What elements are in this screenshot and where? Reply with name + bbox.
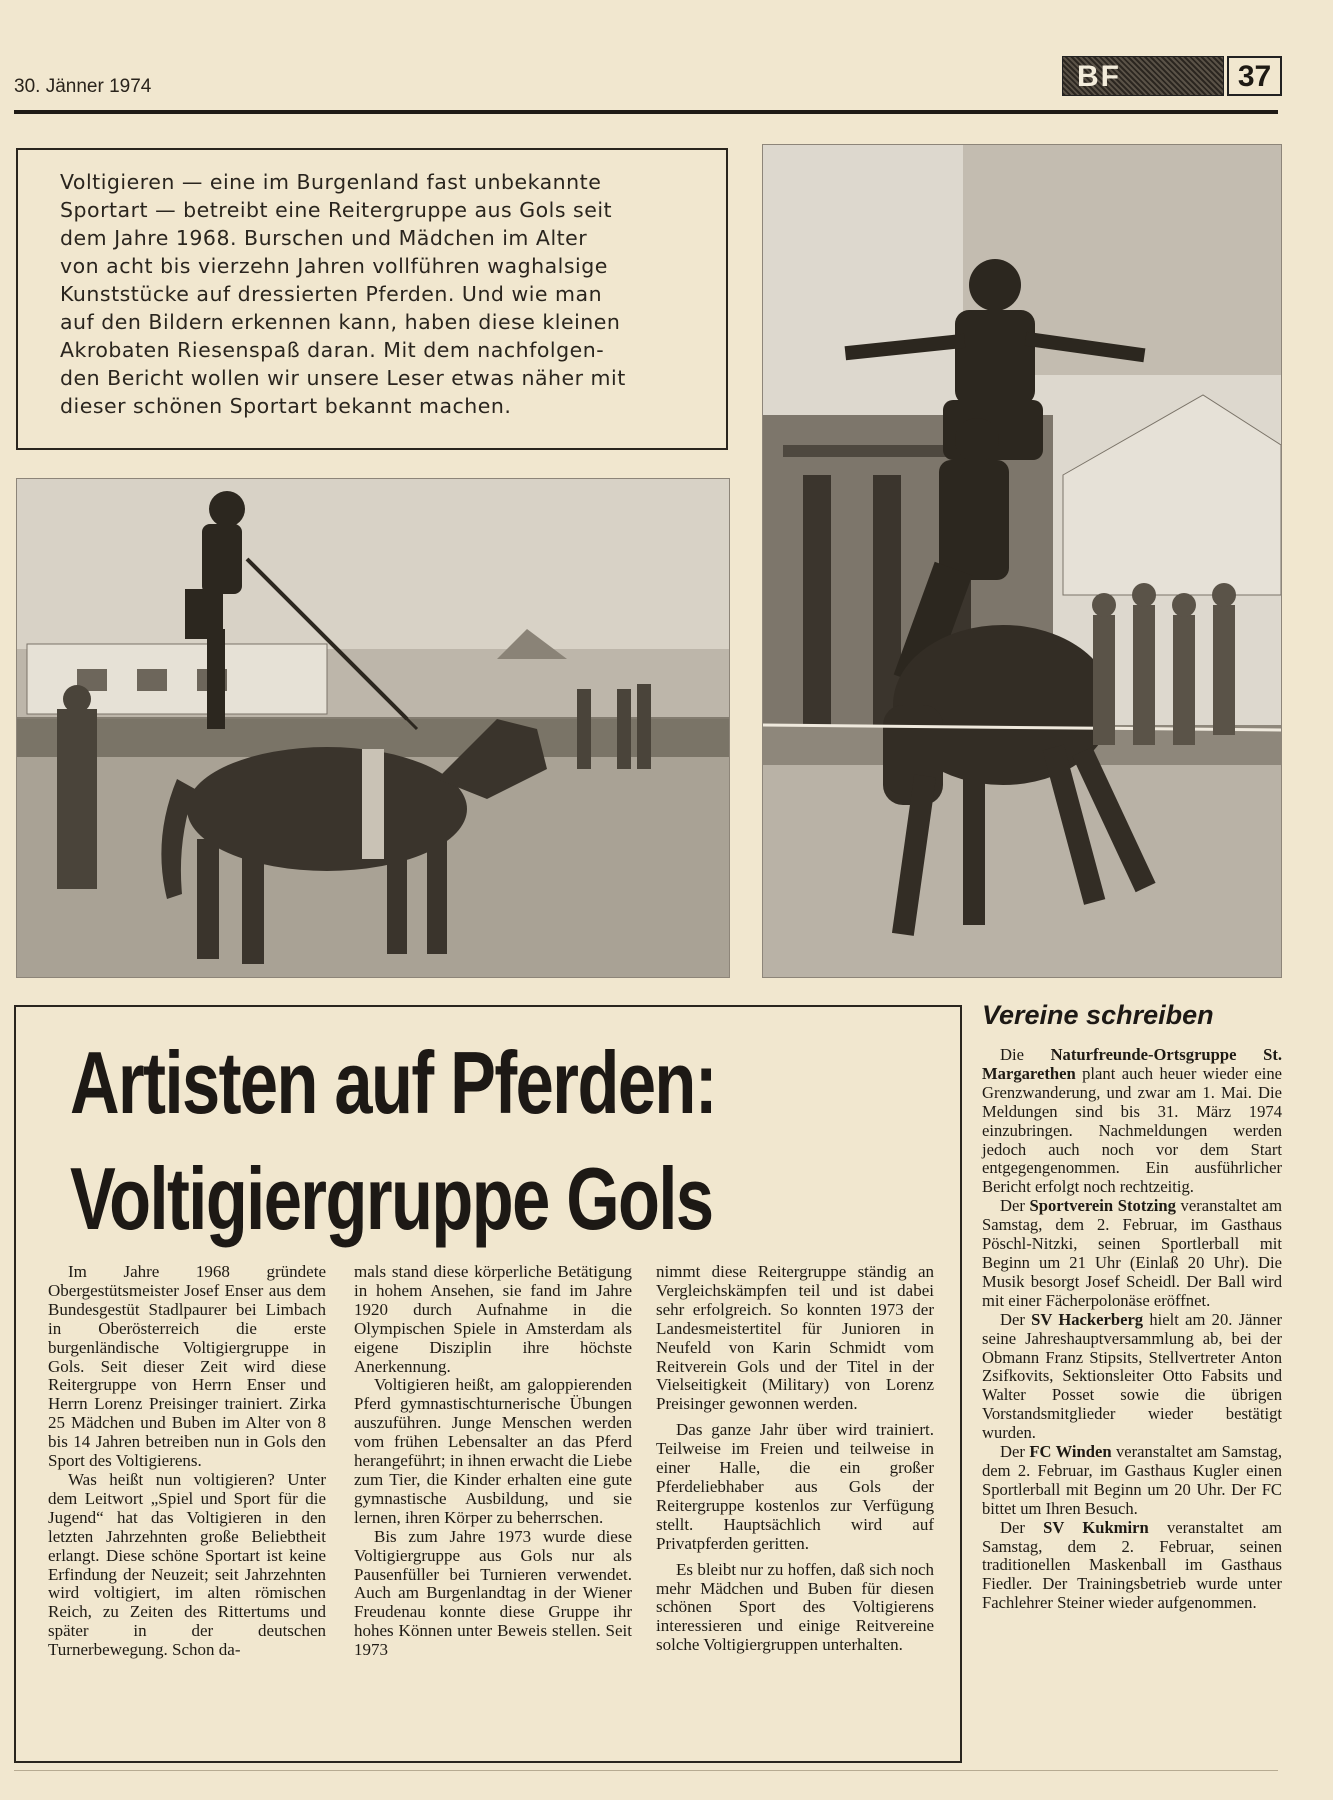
masthead xyxy=(1062,56,1282,98)
intro-text xyxy=(60,168,686,420)
intro-line: Voltigieren — eine im Burgenland fast unbekannte xyxy=(60,170,602,194)
article-paragraph: mals stand diese körperliche Betätigung in hohem Ansehen, sie fand im Jahre 1920 durch Aufnahme in die Olympischen Spiele in Amsterdam als eigene Disziplin ihre höchste Anerkennung. xyxy=(354,1262,632,1376)
article-headline xyxy=(70,1025,756,1257)
intro-line: auf den Bildern erkennen kann, haben diese kleinen xyxy=(60,310,621,334)
club-name: SV Kukmirn xyxy=(1043,1517,1149,1537)
intro-line: dieser schönen Sportart bekannt machen. xyxy=(60,394,512,418)
footer-rule xyxy=(14,1770,1278,1771)
photo-vaulters-pyramid xyxy=(762,144,1282,978)
intro-line: den Bericht wollen wir unsere Leser etwas näher mit xyxy=(60,366,626,390)
article-column-2 xyxy=(354,1263,632,1660)
headline-line-2: Voltigiergruppe Gols xyxy=(70,1149,713,1248)
sidebar-item: Die Naturfreunde-Ortsgruppe St. Margarethen plant auch heuer wieder eine Grenzwanderung, und zwar am 1. Mai. Die Meldungen sind bis 31. März 1974 einzubringen. Nachmeldungen werden jedoch auch noch vor dem Start entgegengenommen. Ein ausführlicher Bericht erfolgt noch rechtzeitig. xyxy=(982,1045,1282,1197)
article-paragraph: Was heißt nun voltigieren? Unter dem Leitwort „Spiel und Sport für die Jugend“ hat das Voltigieren in den letzten Jahrzehnten große Beliebtheit erlangt. Diese schöne Sportart ist keine Erfindung der Neuzeit; seit Jahrzehnten wird voltigiert, im alten römischen Reich, zu Zeiten des Rittertums und später in der deutschen Turnerbewegung. Schon da- xyxy=(48,1469,326,1660)
photo-vaulter-standing-art xyxy=(17,479,729,977)
article-column-1 xyxy=(48,1263,326,1660)
intro-box xyxy=(16,148,728,450)
sidebar-title: Vereine schreiben xyxy=(982,1000,1214,1030)
header-rule xyxy=(14,110,1278,114)
sidebar-item: Der SV Hackerberg hielt am 20. Jänner seine Jahreshauptversammlung ab, bei der Obmann Franz Stipsits, Stellvertreter Anton Zsifkovits, Sektionsleiter Otto Fabsits und Walter Posset sowie die übrigen Vorstandsmitglieder wieder bestätigt wurden. xyxy=(982,1309,1282,1443)
intro-line: Akrobaten Riesenspaß daran. Mit dem nachfolgen- xyxy=(60,338,605,362)
headline-line-1: Artisten auf Pferden: xyxy=(70,1033,717,1132)
article-box xyxy=(14,1005,962,1763)
page-number: 37 xyxy=(1227,56,1282,96)
article-paragraph: Im Jahre 1968 gründete Obergestütsmeister Josef Enser aus dem Bundesgestüt Stadlpaurer bei Limbach in Oberösterreich die erste burgenländische Voltigiergruppe in Gols. Seit dieser Zeit wird diese Reitergruppe von Herrn Enser und Herrn Lorenz Preisinger trainiert. Zirka 25 Mädchen und Buben im Alter von 8 bis 14 Jahren betreiben nun in Gols den Sport des Voltigierens. xyxy=(48,1262,326,1471)
photo-vaulter-standing xyxy=(16,478,730,978)
masthead-logo: BF xyxy=(1062,56,1224,96)
club-name: Naturfreunde-Ortsgruppe St. Margarethen xyxy=(982,1045,1282,1083)
article-paragraph: Das ganze Jahr über wird trainiert. Teilweise im Freien und teilweise in einer Halle, die ein großer Pferdeliebhaber aus Gols der Reitergruppe kostenlos zur Verfügung stellt. Hauptsächlich wird auf Privatpferden geritten. xyxy=(656,1420,934,1553)
intro-line: Kunststücke auf dressierten Pferden. Und wie man xyxy=(60,282,603,306)
club-name: Sportverein Stotzing xyxy=(1029,1196,1176,1216)
sidebar-item: Der SV Kukmirn veranstaltet am Samstag, dem 2. Februar, seinen traditionellen Maskenball im Gasthaus Fiedler. Der Trainingsbetrieb wurde unter Fachlehrer Steiner wieder aufgenommen. xyxy=(982,1517,1282,1613)
article-paragraph: Voltigieren heißt, am galoppierenden Pferd gymnastischturnerische Übungen auszuführen. Junge Menschen werden vom frühen Lebensalter an das Pferd herangeführt; in ihnen erwacht die Liebe zum Tier, die Kinder erhalten eine gute gymnastische Ausbildung, und sie lernen, ihren Körper zu beherrschen. xyxy=(354,1375,632,1527)
photo-vaulters-pyramid-art xyxy=(763,145,1281,977)
intro-line: Sportart — betreibt eine Reitergruppe aus Gols seit xyxy=(60,198,613,222)
article-paragraph: Es bleibt nur zu hoffen, daß sich noch mehr Mädchen und Buben für diesen schönen Sport des Voltigierens interessieren und einige Reitvereine solche Voltigiergruppen unterhalten. xyxy=(656,1559,934,1655)
intro-line: von acht bis vierzehn Jahren vollführen waghalsige xyxy=(60,254,608,278)
club-name: SV Hackerberg xyxy=(1031,1309,1144,1329)
sidebar-club-news xyxy=(982,1046,1282,1613)
sidebar-item: Der Sportverein Stotzing veranstaltet am Samstag, dem 2. Februar, im Gasthaus Pöschl-Nitzki, seinen Sportlerball mit Beginn um 21 Uhr (Einlaß 20 Uhr). Die Musik besorgt Josef Scheidl. Der Ball wird mit einer Fächerpolonäse eröffnet. xyxy=(982,1196,1282,1310)
article-column-3 xyxy=(656,1263,934,1655)
intro-line: dem Jahre 1968. Burschen und Mädchen im Alter xyxy=(60,226,588,250)
article-paragraph: nimmt diese Reitergruppe ständig an Vergleichskämpfen teil und ist dabei sehr erfolgreich. So konnten 1973 der Landesmeistertitel für Junioren in Neufeld von Karin Schmidt vom Reitverein Gols und der Titel in der Vielseitigkeit (Military) von Lorenz Preisinger gewonnen werden. xyxy=(656,1262,934,1414)
club-name: FC Winden xyxy=(1029,1442,1112,1462)
sidebar-item: Der FC Winden veranstaltet am Samstag, dem 2. Februar, im Gasthaus Kugler einen Sportlerball mit Beginn um 20 Uhr. Der FC bittet um Ihren Besuch. xyxy=(982,1442,1282,1518)
article-paragraph: Bis zum Jahre 1973 wurde diese Voltigiergruppe aus Gols nur als Pausenfüller bei Turnieren verwendet. Auch am Burgenlandtag in der Wiener Freudenau konnte diese Gruppe ihr hohes Können unter Beweis stellen. Seit 1973 xyxy=(354,1526,632,1660)
issue-date: 30. Jänner 1974 xyxy=(14,76,152,97)
